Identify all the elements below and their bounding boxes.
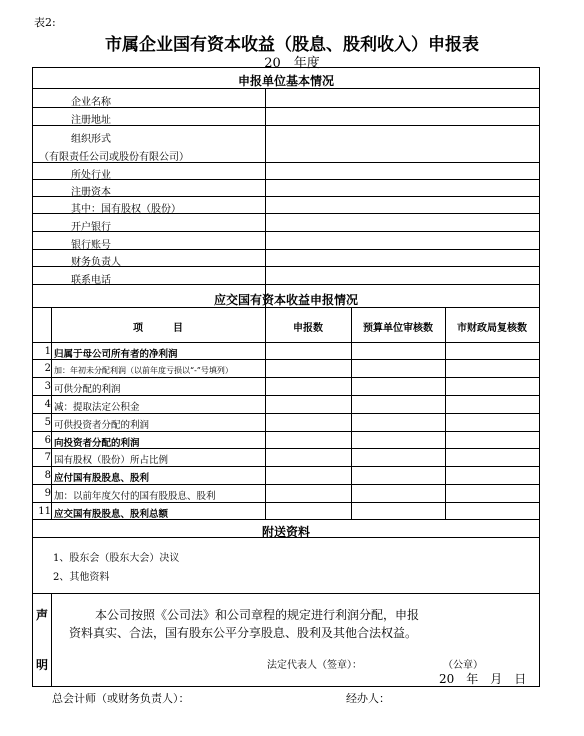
row-label: 加：年初未分配利润（以前年度亏损以“-”号填列） <box>54 366 233 375</box>
company-seal-label: （公章） <box>443 660 483 671</box>
declaration-line-1: 本公司按照《公司法》和公司章程的规定进行利润分配，申报 <box>95 608 420 622</box>
year-line: 20 年度 <box>264 56 320 71</box>
field-company-name: 企业名称 <box>71 97 111 108</box>
field-phone: 联系电话 <box>71 275 111 286</box>
row-label: 应付国有股股息、股利 <box>54 473 150 484</box>
row-label: 减：提取法定公积金 <box>54 402 140 413</box>
declaration-line-2: 资料真实、合法，国有股东公平分享股息、股利及其他合法权益。 <box>69 626 418 640</box>
row-number: 3 <box>44 381 51 392</box>
field-finance-officer: 财务负责人 <box>71 257 121 268</box>
field-industry: 所处行业 <box>71 170 111 181</box>
row-number: 8 <box>44 470 51 481</box>
field-state-equity: 其中：国有股权（股份） <box>71 204 181 215</box>
section-basic-info-title: 申报单位基本情况 <box>237 74 334 88</box>
row-number: 6 <box>44 435 51 446</box>
column-header-item: 项 目 <box>133 323 183 334</box>
row-number: 9 <box>44 488 51 499</box>
section-attachments-title: 附送资料 <box>261 525 310 539</box>
row-number: 2 <box>44 363 51 374</box>
declaration-side-label-top: 声 <box>36 608 49 622</box>
field-bank: 开户银行 <box>71 222 111 233</box>
chief-accountant-signature: 总会计师（或财务负责人）： <box>52 692 190 705</box>
row-number: 4 <box>44 399 51 410</box>
column-header-declared: 申报数 <box>293 323 323 334</box>
declaration-date: 20 年 月 日 <box>439 672 527 686</box>
field-bank-account: 银行账号 <box>71 240 111 251</box>
section-revenue-title: 应交国有资本收益申报情况 <box>213 293 358 307</box>
handler-signature: 经办人： <box>346 692 390 705</box>
row-label: 向投资者分配的利润 <box>54 438 140 449</box>
declaration-form <box>32 67 540 687</box>
row-number: 7 <box>44 452 51 463</box>
row-number: 5 <box>44 417 51 428</box>
row-label: 可供分配的利润 <box>54 384 121 395</box>
column-header-finance-review: 市财政局复核数 <box>457 323 527 334</box>
field-registered-capital: 注册资本 <box>71 187 111 198</box>
row-label: 应交国有股股息、股利总额 <box>54 509 169 520</box>
field-organization-form: 组织形式 <box>71 134 111 145</box>
form-tag: 表2: <box>34 16 56 29</box>
row-label: 国有股权（股份）所占比例 <box>54 455 169 466</box>
field-registered-address: 注册地址 <box>71 115 111 126</box>
page-title: 市属企业国有资本收益（股息、股利收入）申报表 <box>105 35 479 55</box>
row-label: 可供投资者分配的利润 <box>54 420 150 431</box>
attachment-item: 2、其他资料 <box>53 572 110 583</box>
legal-representative-signature: 法定代表人（签章）： <box>267 660 362 671</box>
row-number: 1 <box>44 346 51 357</box>
column-header-budget-review: 预算单位审核数 <box>363 323 433 334</box>
field-organization-form-note: （有限责任公司或股份有限公司） <box>39 152 189 163</box>
row-label: 归属于母公司所有者的净利润 <box>54 349 178 360</box>
attachment-item: 1、股东会（股东大会）决议 <box>53 553 180 564</box>
row-label: 加：以前年度欠付的国有股股息、股利 <box>54 491 216 502</box>
row-number: 11 <box>38 506 51 517</box>
declaration-side-label-bottom: 明 <box>36 658 49 672</box>
